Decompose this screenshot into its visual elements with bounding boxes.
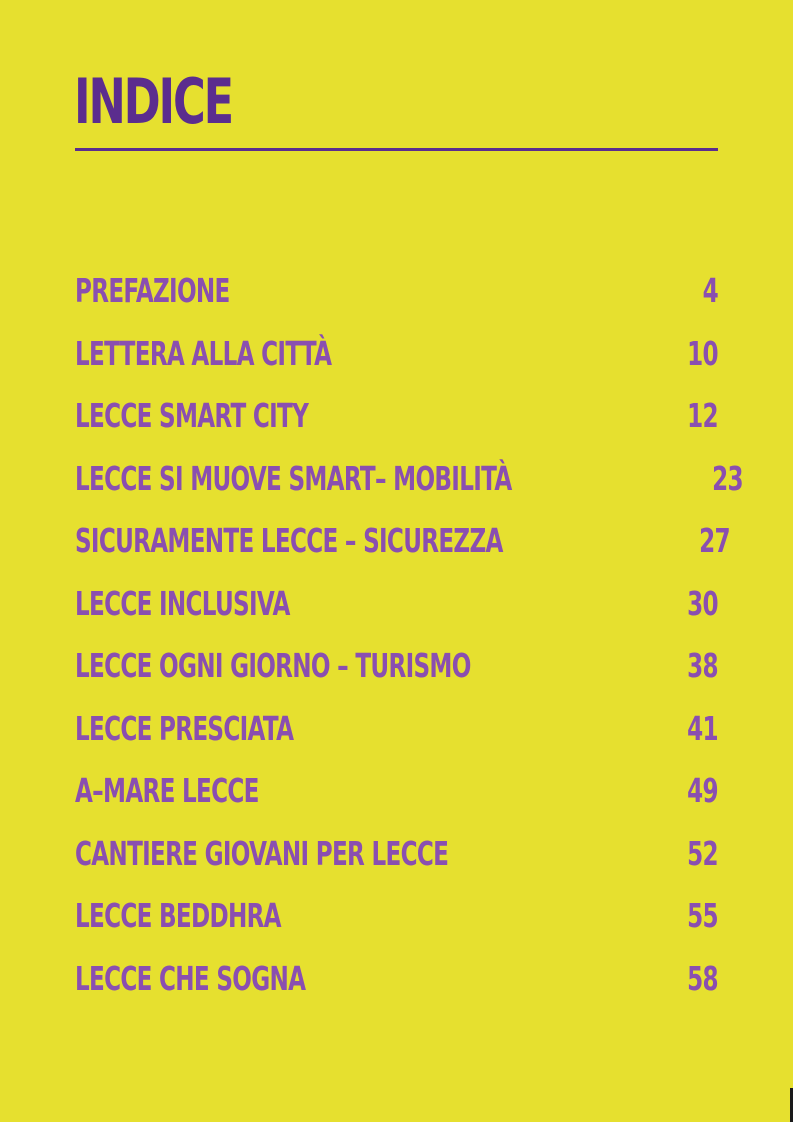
- toc-entry-page: 55: [687, 896, 718, 936]
- toc-entry[interactable]: [75, 260, 718, 323]
- toc-entry-page: 58: [687, 958, 718, 998]
- toc-entry[interactable]: [75, 698, 718, 761]
- toc-entry[interactable]: [75, 948, 718, 1011]
- toc-entry[interactable]: [75, 823, 718, 886]
- toc-entry-page: 27: [699, 521, 730, 561]
- toc-entry-page: 23: [711, 458, 743, 498]
- toc-entry[interactable]: [75, 510, 730, 573]
- toc-entry-label: LECCE SI MUOVE SMART– MOBILITÀ: [75, 458, 512, 498]
- toc-entry-page: 30: [687, 583, 718, 623]
- toc-entry-label: A–MARE LECCE: [75, 771, 259, 811]
- toc-entry-page: 41: [687, 708, 718, 748]
- toc-entry-label: LECCE SMART CITY: [75, 396, 309, 436]
- table-of-contents: [75, 260, 743, 1010]
- toc-entry-label: LECCE OGNI GIORNO – TURISMO: [75, 646, 471, 686]
- toc-entry[interactable]: [75, 323, 718, 386]
- toc-entry[interactable]: [75, 885, 718, 948]
- toc-entry[interactable]: [75, 760, 718, 823]
- toc-entry-label: LETTERA ALLA CITTÀ: [75, 333, 332, 373]
- toc-entry-label: LECCE CHE SOGNA: [75, 958, 306, 998]
- toc-entry-label: SICURAMENTE LECCE – SICUREZZA: [75, 521, 503, 561]
- toc-entry-label: LECCE INCLUSIVA: [75, 583, 290, 623]
- toc-entry[interactable]: [75, 635, 718, 698]
- toc-entry-page: 10: [687, 333, 718, 373]
- toc-entry-label: CANTIERE GIOVANI PER LECCE: [75, 833, 449, 873]
- toc-entry-page: 4: [702, 271, 718, 311]
- toc-entry-label: PREFAZIONE: [75, 271, 230, 311]
- toc-entry[interactable]: [75, 573, 718, 636]
- toc-entry-page: 12: [687, 396, 718, 436]
- toc-entry-page: 49: [687, 771, 718, 811]
- toc-entry-page: 52: [687, 833, 718, 873]
- toc-entry-label: LECCE BEDDHRA: [75, 896, 281, 936]
- toc-entry[interactable]: [75, 385, 718, 448]
- toc-entry-page: 38: [687, 646, 718, 686]
- page-title: INDICE: [74, 65, 232, 138]
- toc-entry-label: LECCE PRESCIATA: [75, 708, 294, 748]
- title-divider: [75, 148, 718, 151]
- toc-entry[interactable]: [75, 448, 743, 511]
